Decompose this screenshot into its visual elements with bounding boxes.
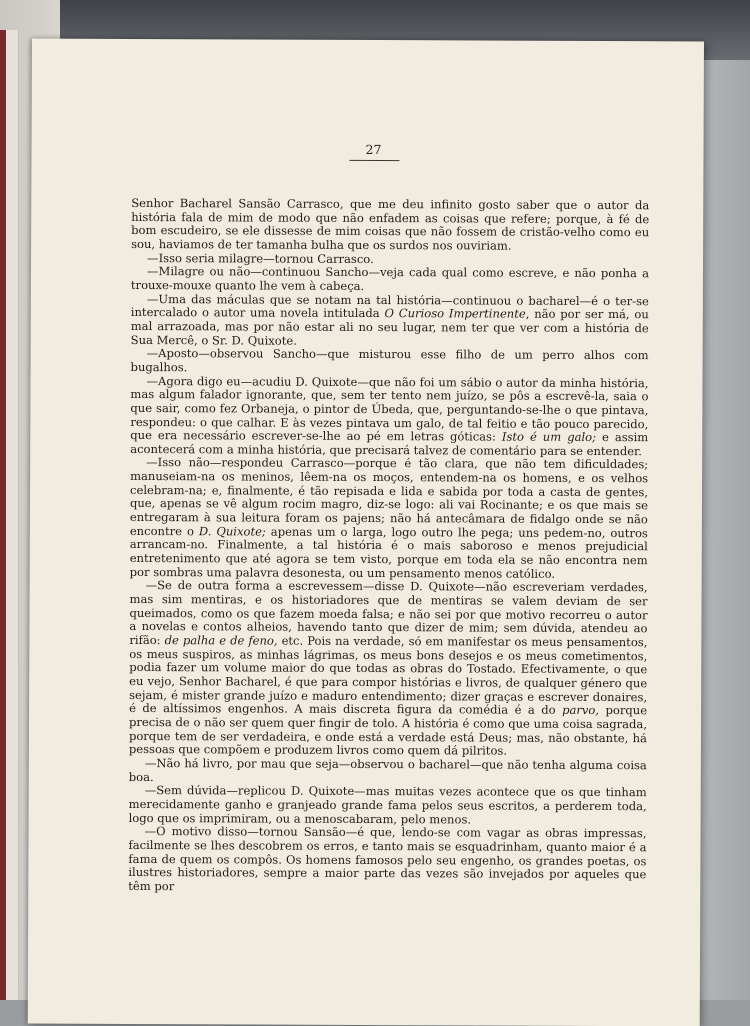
paragraph-10: —Sem dúvida—replicou D. Quixote—mas muitas vezes acontece que os que tinham merecidamente ganho e granjeado grande fama pelos seus escritos, a perderem toda, logo que os imprimiram, ou a menoscabaram, pelo menos. xyxy=(128,783,647,826)
paragraph-6-end: e assim acontecerá com a minha história, que precisará talvez de comentário para se entender. xyxy=(130,430,649,459)
novel-title: O Curioso Impertinente xyxy=(384,306,526,321)
paragraph-2: —Isso seria milagre—tornou Carrasco. xyxy=(147,250,374,266)
paragraph-3: —Milagre ou não—continuou Sancho—veja cada qual como escreve, e não ponha a trouxe-mouxe quanto lhe vem à cabeça. xyxy=(130,264,650,293)
paragraph-6 xyxy=(130,374,648,458)
paragraph-11: —O motivo disso—tornou Sansão—é que, lendo-se com vagar as obras impressas, facilmente se lhes descobrem os erros, e tanto mais se esquadrinham, quanto maior é a fama de quem os compôs. Os homens famosos pelo seu engenho, os grandes poetas, os ilustres historiadores, sempre a maior parte das vezes são invejados por aqueles que têm por xyxy=(128,824,647,893)
gothic-inscription: Isto é um galo; xyxy=(501,429,597,445)
body-text xyxy=(128,197,649,896)
page-number: 27 xyxy=(365,141,382,158)
book-name: D. Quixote; xyxy=(198,524,266,539)
paragraph-4-start: —Uma das máculas que se notam na tal história—continuou o bacharel—é o ter-se intercalado o autor uma novela intitulada xyxy=(130,291,649,321)
book-cover-edge xyxy=(0,30,6,1000)
paragraph-7 xyxy=(130,456,649,581)
paragraph-9: —Não há livro, por mau que seja—observou o bacharel—que não tenha alguma coisa boa. xyxy=(128,755,647,784)
paragraph-4 xyxy=(131,293,649,350)
book-page xyxy=(28,39,704,1026)
paragraph-4-end: , não por ser má, ou mal arrazoada, mas por não estar ali no seu lugar, nem ter que ver com a história de Sua Mercê, o Sr. D. Quixote. xyxy=(130,306,649,348)
paragraph-6-start: —Agora digo eu—acudiu D. Quixote—que não foi um sábio o autor da minha história, mas algum falador ignorante, que, sem ter tento nem juízo, se pôs a escrevê-la, saia o que sair, como fez Orbaneja, o pintor de Úbeda, que, perguntando-se-lhe o que pintava, respondeu: o que calhar. E às vezes pintava um galo, de tal feitio e tão pouco parecido, que era necessário escrever-se-lhe ao pé em letras góticas: xyxy=(130,373,649,444)
parvo-word: parvo, xyxy=(562,703,600,718)
paragraph-8-start: —Se de outra forma a escrevessem—disse D. Quixote—não escreveriam verdades, mas sim mentiras, e os historiadores que de mentiras se valem deviam de ser queimados, como os que fazem moeda falsa; e não sei por que motivo recorreu o autor a novelas e contos alheios, havendo tanto que dizer de mim; sem dúvida, atendeu ao rifão: xyxy=(129,578,648,648)
paragraph-7-start: —Isso não—respondeu Carrasco—porque é tão clara, que não tem dificuldades; manuseiam-na os meninos, lêem-na os moços, entendem-na os homens, e os velhos celebram-na; e, finalmente, é tão repisada e lida e sabida por toda a casta de gentes, que, apenas se vê algum rocim magro, diz-se logo: ali vai Rocinante; e os que mais se entregaram à sua leitura foram os pajens; não há antecâmara de fidalgo onde se não encontre o xyxy=(129,455,649,539)
paragraph-8 xyxy=(129,579,648,759)
paragraph-8-end: porque precisa de o não ser quem quer fingir de tolo. A história é como que uma coisa sagrada, porque tem de ser verdadeira, e onde está a verdade está Deus; mas, não obstante, há pessoas que compõem e produzem livros como quem dá pilritos. xyxy=(128,703,648,758)
paragraph-1: Senhor Bacharel Sansão Carrasco, que me deu infinito gosto saber que o autor da história fala de mim de modo que não enfadem as coisas que refere; porque, à fé de bom escudeiro, se ele dissesse de mim coisas que não fossem de cristão-velho como eu sou, haviamos de ter tamanha bulha que os surdos nos ouviriam. xyxy=(131,195,650,253)
page-number-rule xyxy=(349,160,399,161)
paragraph-5: —Aposto—observou Sancho—que misturou esse filho de um perro alhos com bugalhos. xyxy=(130,346,649,375)
paragraph-7-end: apenas um o larga, logo outro lhe pega; uns pedem-no, outros arrancam-no. Finalmente, a tal história é o mais saboroso e menos prejudicial entretenimento que até agora se tem visto, porque em toda ela se não encontra nem por sombras uma palavra desonesta, ou um pensamento menos católico. xyxy=(129,524,648,581)
proverb: de palha e de feno, xyxy=(164,633,278,648)
paragraph-8-mid: etc. Pois na verdade, só em manifestar os meus pensamentos, os meus suspiros, as minhas lágrimas, os meus bons desejos e os meus cometimentos, podia fazer um volume maior do que todas as obras do Tostado. Efectivamente, o que eu vejo, Senhor Bacharel, é que para compor histórias e livros, de qualquer género que sejam, é mister grande juízo e maduro entendimento; dizer graças e escrever donaires, é de altíssimos engenhos. A mais discreta figura da comédia é a do xyxy=(129,633,648,718)
